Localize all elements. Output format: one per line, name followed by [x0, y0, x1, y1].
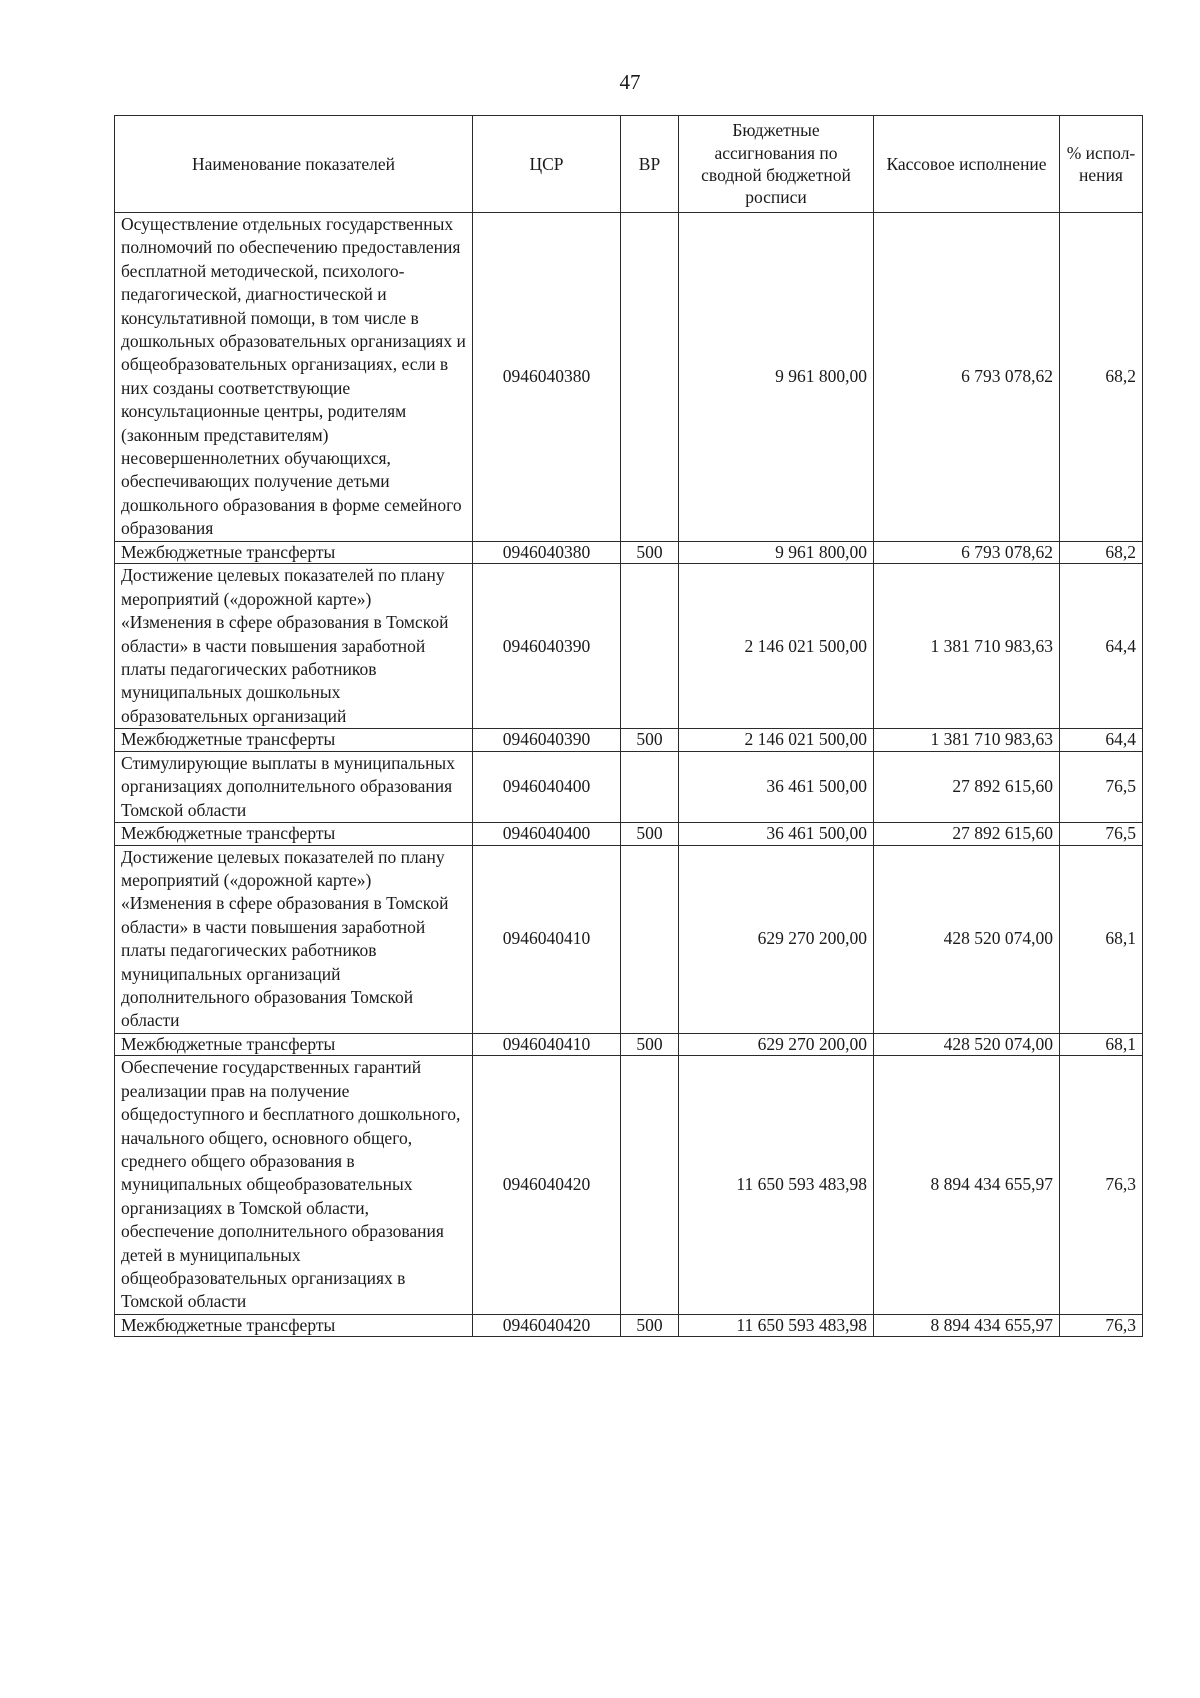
- row-budget: 36 461 500,00: [679, 822, 874, 845]
- row-name: Обеспечение государственных гарантий реализации прав на получение общедоступного и бесплатного дошкольного, начального общего, основного общего, среднего общего образования в муниципальных общеобразовательных организациях в Томской области, обеспечение дополнительного образования детей в муниципальных общеобразовательных организациях в Томской области: [115, 1056, 473, 1314]
- table-row: [115, 845, 1143, 1033]
- row-vr: 500: [621, 541, 679, 564]
- row-budget: 36 461 500,00: [679, 751, 874, 822]
- row-percent: 64,4: [1060, 729, 1143, 752]
- row-vr: 500: [621, 729, 679, 752]
- table-row: [115, 1314, 1143, 1337]
- budget-execution-table: [114, 115, 1143, 1337]
- row-cash: 27 892 615,60: [874, 822, 1060, 845]
- row-cash: 8 894 434 655,97: [874, 1056, 1060, 1314]
- row-vr: [621, 213, 679, 542]
- row-name: Межбюджетные трансферты: [115, 1314, 473, 1337]
- row-cash: 6 793 078,62: [874, 213, 1060, 542]
- row-percent: 76,5: [1060, 751, 1143, 822]
- table-header-row: [115, 116, 1143, 213]
- table-row: [115, 213, 1143, 542]
- header-csr: ЦСР: [473, 116, 621, 213]
- row-name: Межбюджетные трансферты: [115, 729, 473, 752]
- row-csr: 0946040410: [473, 1033, 621, 1056]
- row-name: Достижение целевых показателей по плану мероприятий («дорожной карте») «Изменения в сфере образования в Томской области» в части повышения заработной платы педагогических работников муниципальных организаций дополнительного образования Томской области: [115, 845, 473, 1033]
- header-budget: Бюджетные ассигнования по сводной бюджетной росписи: [679, 116, 874, 213]
- row-percent: 76,3: [1060, 1056, 1143, 1314]
- row-name: Достижение целевых показателей по плану мероприятий («дорожной карте») «Изменения в сфере образования в Томской области» в части повышения заработной платы педагогических работников муниципальных дошкольных образовательных организаций: [115, 564, 473, 729]
- row-vr: 500: [621, 1314, 679, 1337]
- row-csr: 0946040380: [473, 541, 621, 564]
- row-percent: 68,2: [1060, 541, 1143, 564]
- row-budget: 2 146 021 500,00: [679, 564, 874, 729]
- row-budget: 9 961 800,00: [679, 213, 874, 542]
- row-csr: 0946040390: [473, 564, 621, 729]
- row-vr: [621, 564, 679, 729]
- header-cash: Кассовое исполнение: [874, 116, 1060, 213]
- row-percent: 76,5: [1060, 822, 1143, 845]
- row-name: Стимулирующие выплаты в муниципальных организациях дополнительного образования Томской области: [115, 751, 473, 822]
- row-name: Межбюджетные трансферты: [115, 1033, 473, 1056]
- header-name: Наименование показателей: [115, 116, 473, 213]
- row-budget: 11 650 593 483,98: [679, 1056, 874, 1314]
- row-csr: 0946040400: [473, 751, 621, 822]
- row-csr: 0946040420: [473, 1314, 621, 1337]
- row-cash: 6 793 078,62: [874, 541, 1060, 564]
- row-csr: 0946040400: [473, 822, 621, 845]
- row-vr: [621, 1056, 679, 1314]
- row-vr: [621, 751, 679, 822]
- table-row: [115, 1033, 1143, 1056]
- row-cash: 27 892 615,60: [874, 751, 1060, 822]
- row-cash: 8 894 434 655,97: [874, 1314, 1060, 1337]
- row-budget: 9 961 800,00: [679, 541, 874, 564]
- row-csr: 0946040380: [473, 213, 621, 542]
- row-csr: 0946040390: [473, 729, 621, 752]
- row-percent: 68,1: [1060, 1033, 1143, 1056]
- table-row: [115, 822, 1143, 845]
- row-csr: 0946040420: [473, 1056, 621, 1314]
- row-name: Межбюджетные трансферты: [115, 822, 473, 845]
- row-budget: 11 650 593 483,98: [679, 1314, 874, 1337]
- row-cash: 428 520 074,00: [874, 845, 1060, 1033]
- header-percent: % испол-нения: [1060, 116, 1143, 213]
- row-percent: 76,3: [1060, 1314, 1143, 1337]
- row-budget: 2 146 021 500,00: [679, 729, 874, 752]
- table-row: [115, 729, 1143, 752]
- row-percent: 68,1: [1060, 845, 1143, 1033]
- row-cash: 428 520 074,00: [874, 1033, 1060, 1056]
- row-vr: 500: [621, 1033, 679, 1056]
- row-cash: 1 381 710 983,63: [874, 564, 1060, 729]
- row-vr: 500: [621, 822, 679, 845]
- row-csr: 0946040410: [473, 845, 621, 1033]
- row-budget: 629 270 200,00: [679, 1033, 874, 1056]
- row-cash: 1 381 710 983,63: [874, 729, 1060, 752]
- row-vr: [621, 845, 679, 1033]
- header-vr: ВР: [621, 116, 679, 213]
- table-row: [115, 1056, 1143, 1314]
- table-row: [115, 541, 1143, 564]
- row-budget: 629 270 200,00: [679, 845, 874, 1033]
- row-percent: 68,2: [1060, 213, 1143, 542]
- row-name: Межбюджетные трансферты: [115, 541, 473, 564]
- table-row: [115, 751, 1143, 822]
- row-name: Осуществление отдельных государственных полномочий по обеспечению предоставления бесплатной методической, психолого-педагогической, диагностической и консультативной помощи, в том числе в дошкольных образовательных организациях и общеобразовательных организациях, если в них созданы соответствующие консультационные центры, родителям (законным представителям) несовершеннолетних обучающихся, обеспечивающих получение детьми дошкольного образования в форме семейного образования: [115, 213, 473, 542]
- page-number: 47: [619, 70, 641, 94]
- table-row: [115, 564, 1143, 729]
- row-percent: 64,4: [1060, 564, 1143, 729]
